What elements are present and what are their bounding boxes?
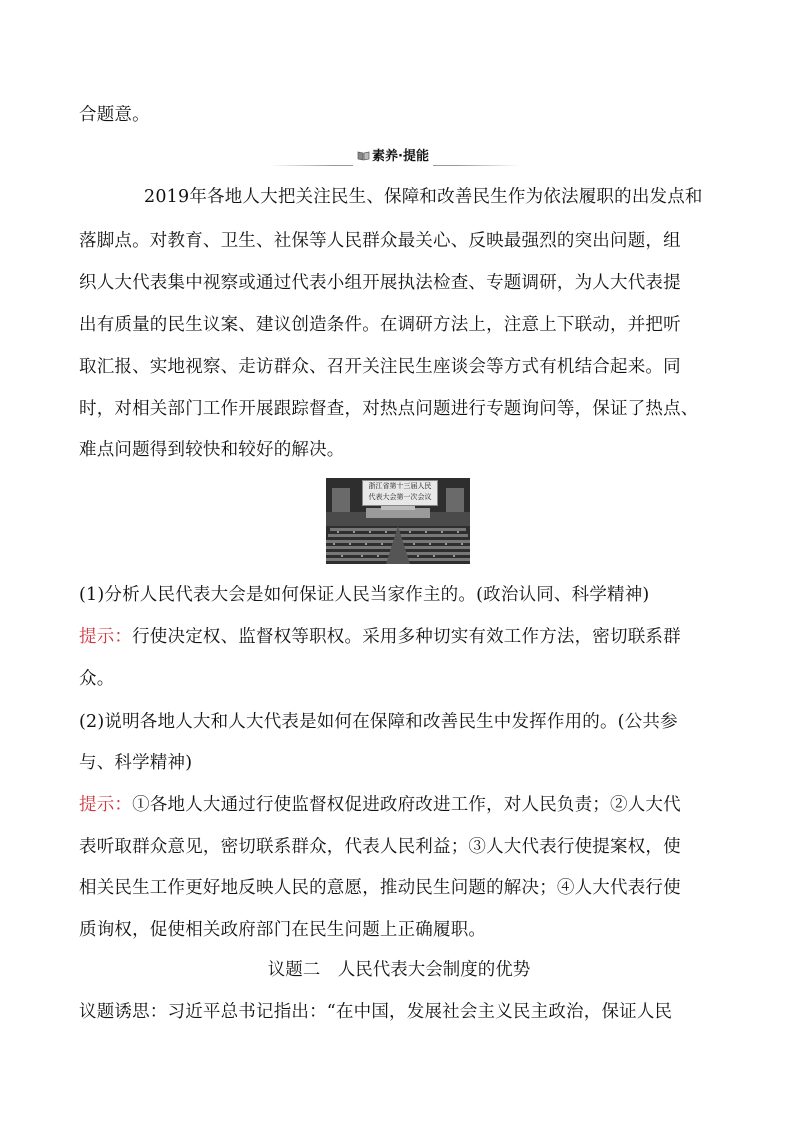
hint-label: 提示： <box>79 627 133 647</box>
photo-caption <box>362 480 438 506</box>
hint-text: 行使决定权、监督权等职权。采用多种切实有效工作方法，密切联系群 <box>132 627 681 647</box>
hint-2-line <box>79 794 719 816</box>
topic-heading: 议题二 人民代表大会制度的优势 <box>267 960 531 980</box>
book-icon <box>357 150 370 161</box>
passage-line: 2019年各地人大把关注民生、保障和改善民生作为依法履职的出发点和 <box>144 187 703 207</box>
passage-line: 落脚点。对教育、卫生、社保等人民群众最关心、反映最强烈的突出问题，组 <box>79 231 681 251</box>
question-2: (2)说明各地人大和人大代表是如何在保障和改善民生中发挥作用的。(公共参 <box>79 712 678 732</box>
topic-intro: 议题诱思：习近平总书记指出：“在中国，发展社会主义民主政治，保证人民 <box>79 1002 673 1022</box>
hint-2-line: 表听取群众意见，密切联系群众，代表人民利益；③人大代表行使提案权，使 <box>79 837 681 857</box>
photo-caption-line: 代表大会第一次会议 <box>368 493 432 501</box>
hint-1-line: 众。 <box>79 669 115 689</box>
hint-1-line <box>79 626 719 648</box>
passage-line: 时，对相关部门工作开展跟踪督查，对热点问题进行专题询问等，保证了热点、 <box>79 399 699 419</box>
passage-line: 难点问题得到较快和较好的解决。 <box>79 440 345 460</box>
paragraph-line: 合题意。 <box>79 105 150 125</box>
section-title-text: 素养·提能 <box>372 149 429 164</box>
passage-line: 出有质量的民生议案、建议创造条件。在调研方法上，注意上下联动，并把听 <box>79 315 681 335</box>
hint-text: ①各地人大通过行使监督权促进政府改进工作，对人民负责；②人大代 <box>132 795 681 815</box>
question-1: (1)分析人民代表大会是如何保证人民当家作主的。(政治认同、科学精神) <box>79 585 650 605</box>
hint-2-line: 相关民生工作更好地反映人民的意愿，推动民生问题的解决；④人大代表行使 <box>79 878 681 898</box>
passage-line: 织人大代表集中视察或通过代表小组开展执法检查、专题调研，为人大代表提 <box>79 273 681 293</box>
passage-line: 取汇报、实地视察、走访群众、召开关注民生座谈会等方式有机结合起来。同 <box>79 357 681 377</box>
hint-label: 提示： <box>79 795 133 815</box>
congress-photo <box>326 478 470 564</box>
section-header <box>270 148 520 172</box>
hint-2-line: 质询权，促使相关政府部门在民生问题上正确履职。 <box>79 920 487 940</box>
photo-caption-line: 浙江省第十三届人民 <box>368 482 432 490</box>
question-2: 与、科学精神) <box>79 753 193 773</box>
section-title <box>353 148 433 166</box>
